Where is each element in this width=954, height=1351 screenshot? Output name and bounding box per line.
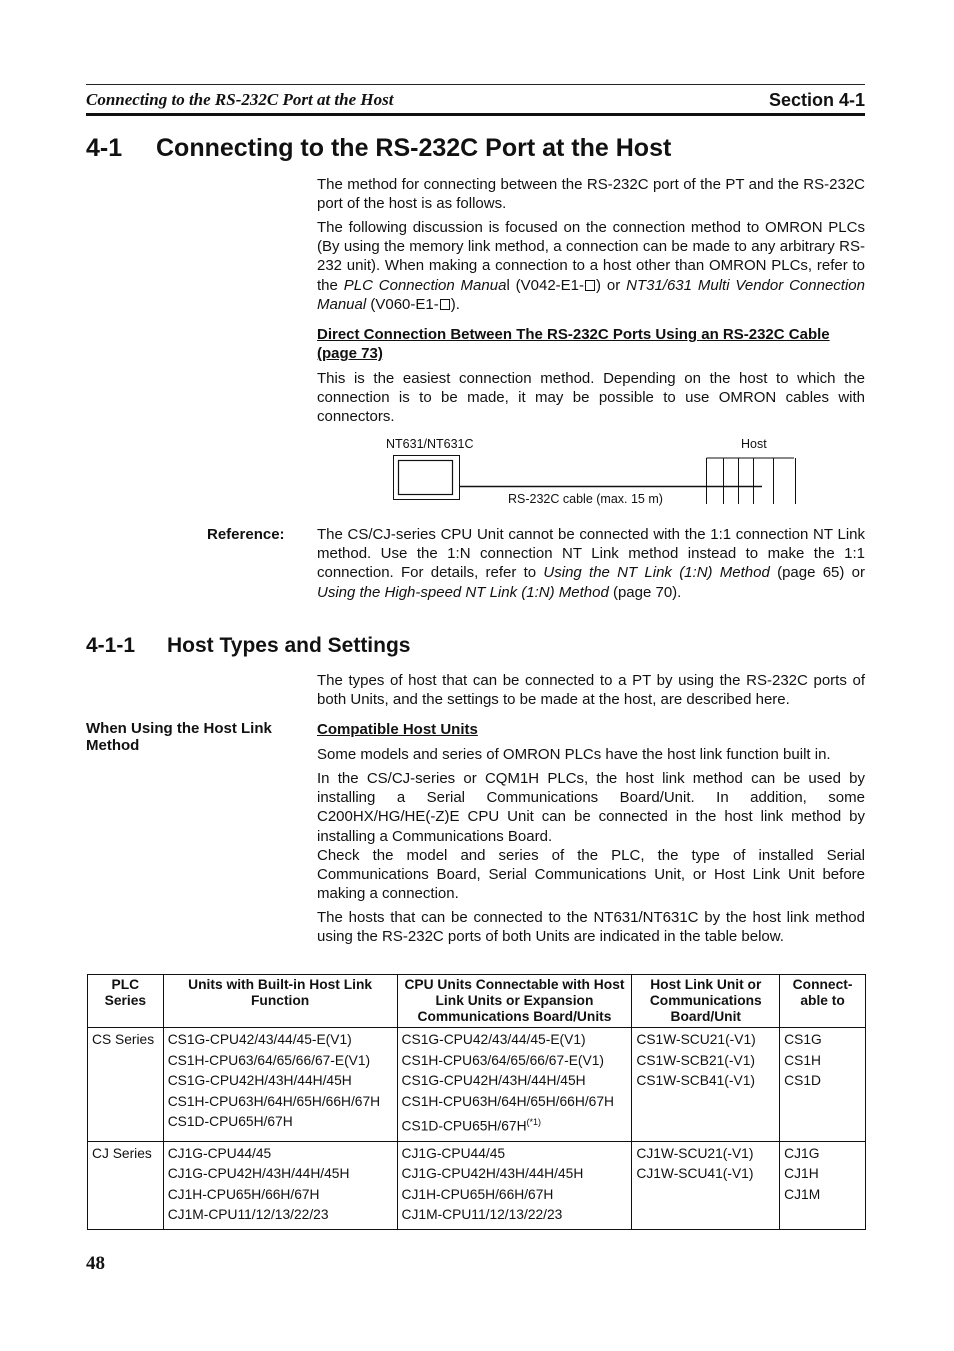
cell-connectable [780, 1028, 866, 1142]
cell-cpu-units [397, 1028, 632, 1142]
cell-series: CJ Series [88, 1141, 164, 1229]
header-rule-top [86, 84, 865, 85]
reference-text-part: (page 70). [608, 583, 682, 601]
intro-text: l (V042-E1- [506, 276, 585, 294]
host-link-side-heading: When Using the Host Link Method [86, 720, 272, 754]
list-item: CJ1G-CPU44/45 [401, 1145, 506, 1161]
col-header-connectable: Connect-able to [780, 975, 866, 1028]
subsection-title: Host Types and Settings [167, 634, 411, 657]
nt-link-method-ref: Using the NT Link (1:N) Method [543, 564, 770, 582]
cell-cpu-units [397, 1141, 632, 1229]
reference-label: Reference: [207, 526, 285, 543]
col-header-builtin: Units with Built-in Host Link Function [163, 975, 397, 1028]
section-heading [86, 134, 671, 163]
footnote-marker: (*1) [526, 1117, 542, 1128]
high-speed-nt-link-ref: Using the High-speed NT Link (1:N) Method [317, 583, 609, 601]
list-item: CS1W-SCB41(-V1) [636, 1073, 755, 1089]
pt-device-screen [399, 461, 453, 495]
list-item [402, 1112, 628, 1137]
list-item: CS1G-CPU42/43/44/45-E(V1) [167, 1032, 352, 1047]
list-item: CS1H-CPU63H/64H/65H/66H/67H [167, 1093, 381, 1109]
pt-label: NT631/NT631C [386, 437, 474, 451]
list-item: CS1G-CPU42/43/44/45-E(V1) [401, 1032, 586, 1047]
direct-connection-text: This is the easiest connection method. Depending on the host to which the connection is to be made, it may be possible to use OMRON cables with connectors. [317, 370, 865, 426]
subsection-number: 4-1-1 [86, 634, 136, 657]
cell-builtin [163, 1141, 397, 1229]
hostlink-paragraph-1: Some models and series of OMRON PLCs have the host link function built in. [317, 746, 831, 763]
section-number: 4-1 [86, 134, 123, 162]
list-item: CJ1M-CPU11/12/13/22/23 [401, 1207, 563, 1223]
col-header-plc-series: PLC Series [88, 975, 164, 1028]
table-header-row [88, 975, 866, 1028]
hostlink-paragraph-3: Check the model and series of the PLC, the type of installed Serial Communications Board, Serial Communications Unit, or Host Link Unit before making a connection. [317, 847, 865, 903]
list-item: CS1H-CPU63/64/65/66/67-E(V1) [167, 1052, 371, 1068]
cell-host-link-unit [632, 1028, 780, 1142]
intro-text: (V060-E1- [366, 295, 439, 313]
list-item: CJ1W-SCU21(-V1) [636, 1145, 754, 1161]
hostlink-paragraph-4: The hosts that can be connected to the NT631/NT631C by the host link method using the RS-232C ports of both Units are indicated in the table below. [317, 909, 865, 946]
list-item: CJ1M [784, 1186, 821, 1202]
section-label: Section 4-1 [768, 90, 865, 110]
connection-diagram [385, 450, 805, 510]
header-rule-bottom [86, 113, 865, 116]
cell-connectable [780, 1141, 866, 1229]
col-header-cpu-units: CPU Units Connectable with Host Link Units or Expansion Communications Board/Units [397, 975, 632, 1028]
list-item: CS1H-CPU63/64/65/66/67-E(V1) [401, 1052, 604, 1068]
running-title: Connecting to the RS-232C Port at the Host [86, 90, 394, 109]
reference-text [317, 525, 865, 602]
list-item: CJ1H-CPU65H/66H/67H [167, 1186, 320, 1202]
col-header-host-link-unit: Host Link Unit or Communications Board/Unit [632, 975, 780, 1028]
table-row [88, 1141, 866, 1229]
cell-builtin [163, 1028, 397, 1142]
intro-paragraph-2 [317, 218, 865, 314]
reference-text-part: (page 65) or [769, 564, 866, 582]
list-item: CJ1G-CPU44/45 [167, 1145, 272, 1161]
box-glyph-icon [440, 299, 450, 310]
intro-paragraph-1: The method for connecting between the RS-232C port of the PT and the RS-232C port of the host is as follows. [317, 176, 865, 213]
cable-label: RS-232C cable (max. 15 m) [508, 492, 663, 506]
compatible-host-units-heading: Compatible Host Units [317, 721, 478, 738]
list-item: CJ1M-CPU11/12/13/22/23 [167, 1207, 329, 1223]
list-item: CS1W-SCU21(-V1) [636, 1032, 756, 1047]
cell-host-link-unit [632, 1141, 780, 1229]
cpu-model: CS1D-CPU65H/67H [401, 1118, 527, 1134]
list-item: CS1D-CPU65H/67H [167, 1114, 293, 1130]
section-title: Connecting to the RS-232C Port at the Host [156, 134, 672, 162]
host-units-table [87, 974, 866, 1230]
subsection-intro: The types of host that can be connected to a PT by using the RS-232C ports of both Units, and the settings to be made at the host, are described here. [317, 672, 865, 709]
plc-connection-manual-ref: PLC Connection Manua [343, 276, 507, 294]
box-glyph-icon [585, 280, 595, 291]
list-item: CJ1G-CPU42H/43H/44H/45H [167, 1166, 350, 1182]
direct-connection-heading[interactable]: Direct Connection Between The RS-232C Ports Using an RS-232C Cable (page 73) [317, 326, 830, 363]
list-item: CS1G-CPU42H/43H/44H/45H [401, 1073, 586, 1089]
list-item: CS1G [784, 1032, 822, 1047]
list-item: CJ1G-CPU42H/43H/44H/45H [401, 1166, 584, 1182]
list-item: CS1H [784, 1052, 821, 1068]
subsection-heading [86, 634, 410, 658]
cell-series: CS Series [88, 1028, 164, 1142]
list-item: CS1H-CPU63H/64H/65H/66H/67H [401, 1093, 614, 1109]
list-item: CS1G-CPU42H/43H/44H/45H [167, 1073, 352, 1089]
intro-text: ). [450, 295, 460, 313]
host-label: Host [741, 437, 767, 451]
list-item: CJ1H [784, 1166, 819, 1182]
reference-text-part: The CS/CJ-series CPU Unit cannot be connected with the 1:1 connection NT Link method. Use the 1:N connection NT Link method instead to make the 1:1 connection. For details, refer to [317, 526, 865, 582]
list-item: CJ1G [784, 1145, 820, 1161]
intro-text: The following discussion is focused on the connection method to OMRON PLCs (By using the memory link method, a connection can be made to any arbitrary RS-232 unit). When making a connection to a host other than OMRON PLCs, refer to the [317, 219, 865, 294]
page-number: 48 [86, 1253, 105, 1274]
list-item: CJ1W-SCU41(-V1) [636, 1166, 754, 1182]
list-item: CJ1H-CPU65H/66H/67H [401, 1186, 554, 1202]
list-item: CS1W-SCB21(-V1) [636, 1052, 755, 1068]
hostlink-paragraph-2: In the CS/CJ-series or CQM1H PLCs, the host link method can be used by installing a Serial Communications Board/Unit. In addition, some C200HX/HG/HE(-Z)E CPU Unit can be connected in the host link method by installing a Communications Board. [317, 770, 865, 845]
multi-vendor-manual-ref: NT31/631 Multi Vendor Connection Manual [317, 276, 865, 313]
intro-text: ) or [596, 276, 627, 294]
list-item: CS1D [784, 1073, 821, 1089]
table-row [88, 1028, 866, 1142]
